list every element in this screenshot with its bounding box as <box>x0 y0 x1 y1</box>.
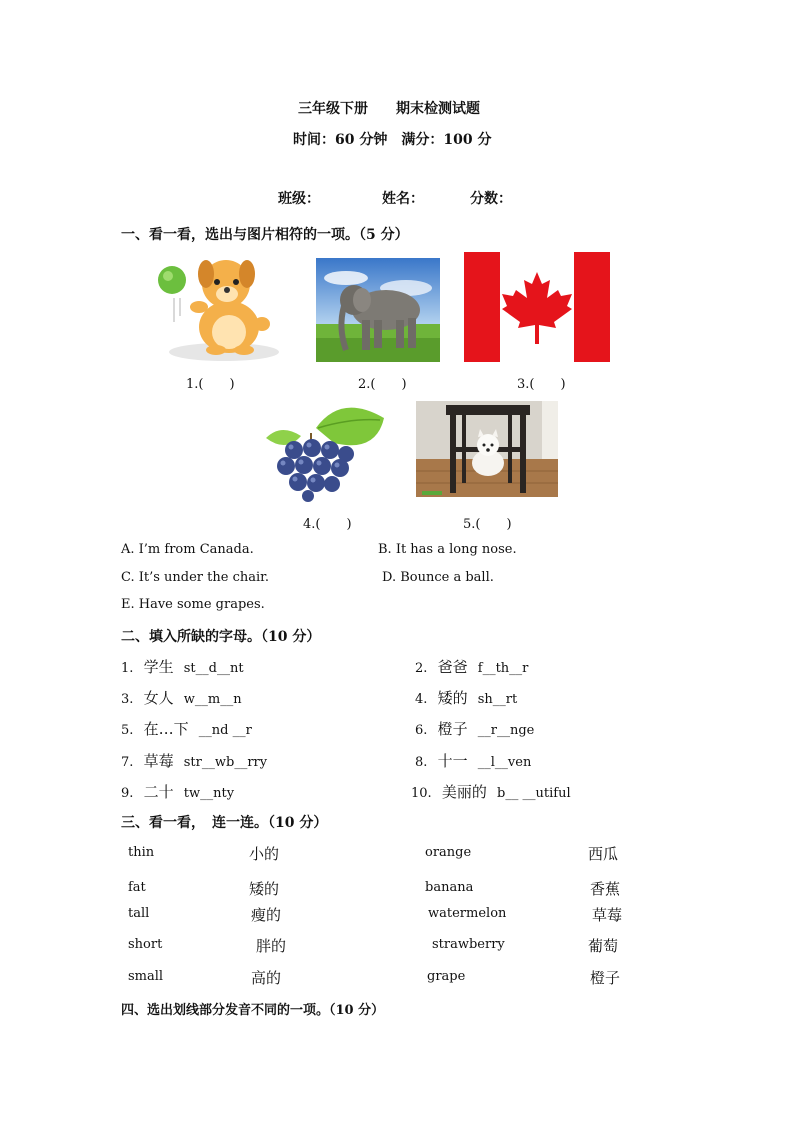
class-label: 班级： <box>278 191 320 207</box>
match-zh-left: 小的 <box>249 845 280 863</box>
match-zh-left: 胖的 <box>256 937 287 955</box>
pic-3-number: 3.( ) <box>517 377 566 392</box>
score-label: 分数： <box>470 191 512 207</box>
option-b: B. It has a long nose. <box>378 542 517 557</box>
section-3-heading: 三、看一看， 连一连。（10 分） <box>121 815 328 831</box>
list-item: 10. 美丽的 b__ __utiful <box>411 783 571 801</box>
list-item: 5. 在…下 __nd __r <box>121 720 252 738</box>
option-c: C. It’s under the chair. <box>121 570 270 585</box>
option-a: A. I’m from Canada. <box>121 542 254 557</box>
list-item: 1. 学生 st__d__nt <box>121 658 244 676</box>
page-subtitle: 时间：60 分钟 满分：100 分 <box>293 132 492 148</box>
match-en-left: small <box>128 969 164 984</box>
list-item: 4. 矮的 sh__rt <box>415 689 518 707</box>
match-en-right: banana <box>425 880 474 895</box>
page-title: 三年级下册 期末检测试题 <box>298 101 480 117</box>
pic-5-number: 5.( ) <box>463 517 512 532</box>
match-en-left: short <box>128 937 163 952</box>
elephant-icon <box>316 258 440 362</box>
match-zh-left: 瘦的 <box>251 906 282 924</box>
match-zh-left: 高的 <box>251 969 282 987</box>
section-1-heading: 一、看一看，选出与图片相符的一项。（5 分） <box>121 227 409 243</box>
section-2-heading: 二、填入所缺的字母。（10 分） <box>121 629 321 645</box>
match-zh-right: 香蕉 <box>590 880 621 898</box>
match-en-left: fat <box>128 880 146 895</box>
dog-under-chair-icon <box>416 401 558 497</box>
grapes-icon <box>256 398 396 502</box>
match-zh-left: 矮的 <box>249 880 280 898</box>
list-item: 9. 二十 tw__nty <box>121 783 235 801</box>
list-item: 3. 女人 w__m__n <box>121 689 242 707</box>
pic-2-number: 2.( ) <box>358 377 407 392</box>
match-en-right: watermelon <box>428 906 507 921</box>
list-item: 7. 草莓 str__wb__rry <box>121 752 268 770</box>
match-en-left: thin <box>128 845 155 860</box>
match-zh-right: 橙子 <box>590 969 621 987</box>
pic-4-number: 4.( ) <box>303 517 352 532</box>
section-4-heading: 四、选出划线部分发音不同的一项。（10 分） <box>121 1003 385 1018</box>
list-item: 2. 爸爸 f__th__r <box>415 658 529 676</box>
list-item: 8. 十一 __l__ven <box>415 752 532 770</box>
canada-flag-icon <box>464 252 610 362</box>
name-label: 姓名： <box>382 191 424 207</box>
dog-bouncing-ball-icon <box>154 252 284 362</box>
match-zh-right: 西瓜 <box>588 845 619 863</box>
option-e: E. Have some grapes. <box>121 597 265 612</box>
match-en-left: tall <box>128 906 150 921</box>
match-en-right: grape <box>427 969 466 984</box>
match-zh-right: 葡萄 <box>588 937 619 955</box>
pic-1-number: 1.( ) <box>186 377 235 392</box>
list-item: 6. 橙子 __r__nge <box>415 720 535 738</box>
match-en-right: strawberry <box>432 937 505 952</box>
match-en-right: orange <box>425 845 472 860</box>
match-zh-right: 草莓 <box>592 906 623 924</box>
option-d: D. Bounce a ball. <box>382 570 494 585</box>
